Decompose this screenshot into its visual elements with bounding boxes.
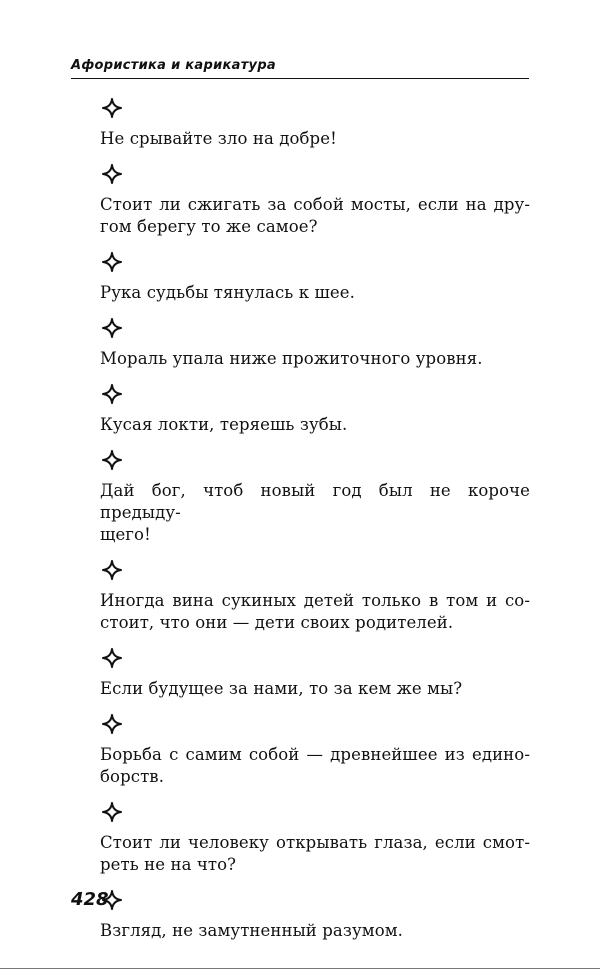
aphorism-entry: [100, 714, 530, 788]
aphorism-entry: [100, 164, 530, 238]
header-rule: [71, 78, 529, 79]
aphorism-entry: [100, 318, 530, 370]
aphorism-entry: [100, 384, 530, 436]
aphorism-line: Дай бог, чтоб новый год был не короче предыду-: [100, 481, 530, 522]
aphorism-line: Кусая локти, теряешь зубы.: [100, 415, 348, 434]
aphorism-line: гом берегу то же самое?: [100, 217, 318, 236]
aphorism-line: стоит, что они — дети своих родителей.: [100, 613, 454, 632]
four-point-star-icon: [102, 450, 122, 470]
four-point-star-icon: [102, 164, 122, 184]
aphorism-entry: [100, 890, 530, 942]
aphorism-line: борств.: [100, 767, 165, 786]
aphorism-line: реть не на что?: [100, 855, 237, 874]
aphorism-line: Рука судьбы тянулась к шее.: [100, 283, 356, 302]
four-point-star-icon: [102, 98, 122, 118]
four-point-star-icon: [102, 318, 122, 338]
aphorism-entry: [100, 560, 530, 634]
aphorism-text: [100, 414, 530, 436]
aphorism-text: [100, 832, 530, 876]
aphorism-line: Если будущее за нами, то за кем же мы?: [100, 679, 463, 698]
four-point-star-icon: [102, 560, 122, 580]
aphorism-entry: [100, 648, 530, 700]
aphorism-entry: [100, 98, 530, 150]
aphorism-text: [100, 348, 530, 370]
aphorism-line: Не срывайте зло на добре!: [100, 129, 337, 148]
aphorism-text: [100, 920, 530, 942]
four-point-star-icon: [102, 384, 122, 404]
aphorism-text: [100, 590, 530, 634]
aphorism-line: Борьба с самим собой — древнейшее из едино-: [100, 745, 530, 764]
aphorism-entry: [100, 252, 530, 304]
aphorism-text: [100, 194, 530, 238]
aphorism-text: [100, 480, 530, 546]
running-title: Афористика и карикатура: [71, 58, 277, 73]
aphorism-line: щего!: [100, 525, 151, 544]
aphorism-text: [100, 128, 530, 150]
four-point-star-icon: [102, 648, 122, 668]
four-point-star-icon: [102, 802, 122, 822]
aphorism-entry: [100, 802, 530, 876]
page-edge-line: [0, 968, 600, 969]
running-header: [71, 58, 529, 82]
aphorism-line: Взгляд, не замутненный разумом.: [100, 921, 404, 940]
aphorism-text: [100, 678, 530, 700]
aphorism-line: Стоит ли человеку открывать глаза, если смот-: [100, 833, 530, 852]
aphorism-text: [100, 744, 530, 788]
aphorism-text: [100, 282, 530, 304]
aphorism-line: Стоит ли сжигать за собой мосты, если на дру-: [100, 195, 530, 214]
four-point-star-icon: [102, 252, 122, 272]
aphorism-line: Мораль упала ниже прожиточного уровня.: [100, 349, 483, 368]
aphorism-list: [100, 98, 530, 942]
four-point-star-icon: [102, 714, 122, 734]
aphorism-line: Иногда вина сукиных детей только в том и со-: [100, 591, 530, 610]
aphorism-entry: [100, 450, 530, 546]
page-number: 428: [71, 889, 109, 910]
